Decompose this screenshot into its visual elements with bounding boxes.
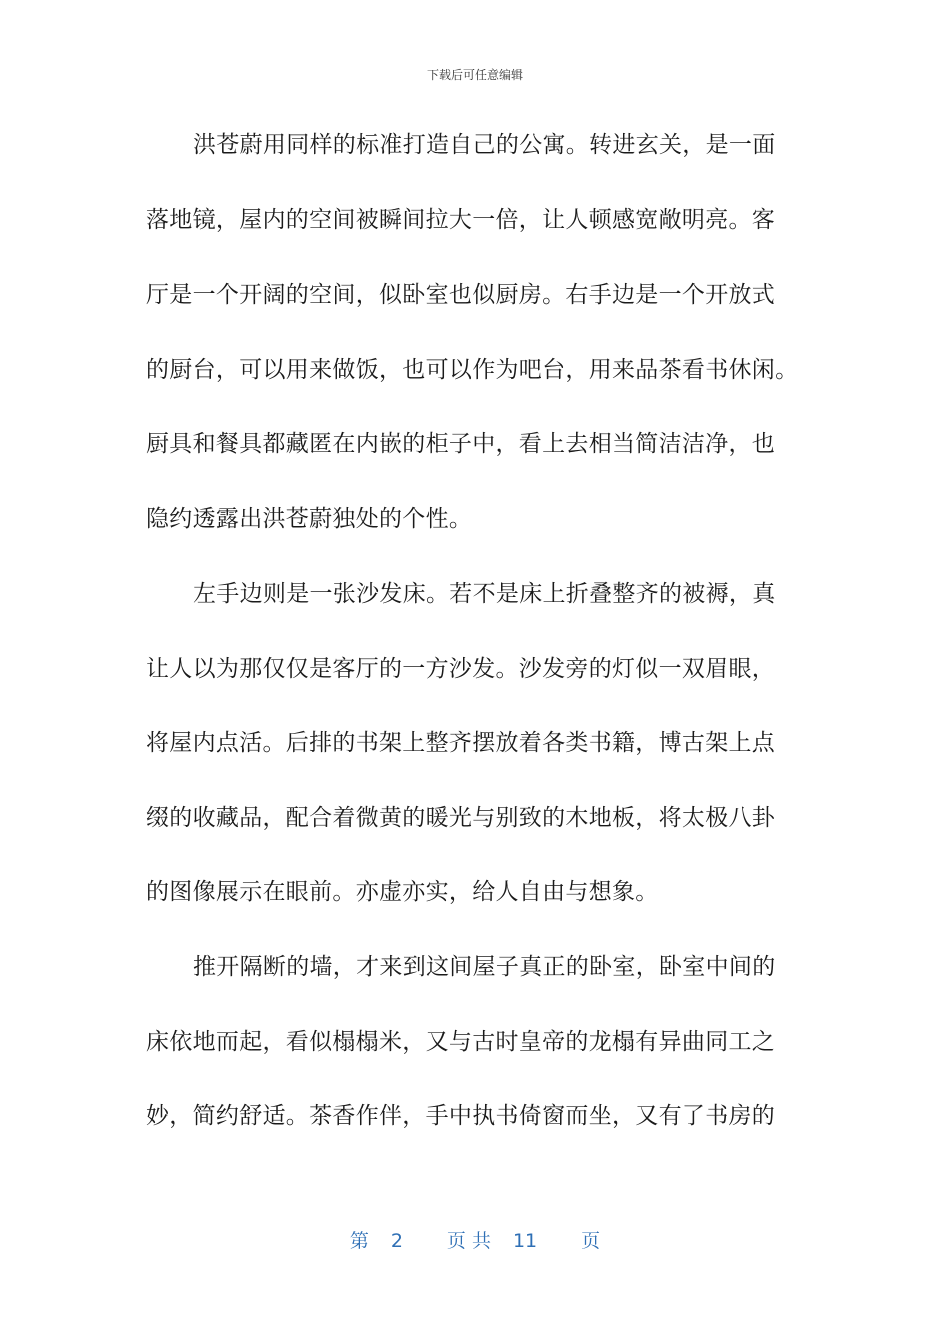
page-label-suffix: 页 xyxy=(581,1230,601,1252)
text-line: 落地镜，屋内的空间被瞬间拉大一倍，让人顿感宽敞明亮。客 xyxy=(146,207,776,233)
page-header: 下载后可任意编辑 xyxy=(426,68,523,82)
text-line: 床依地而起，看似榻榻米，又与古时皇帝的龙榻有异曲同工之 xyxy=(146,1029,776,1055)
text-line: 厨具和餐具都藏匿在内嵌的柜子中，看上去相当简洁洁净，也 xyxy=(146,431,776,457)
text-line: 厅是一个开阔的空间，似卧室也似厨房。右手边是一个开放式 xyxy=(146,282,776,308)
page-footer xyxy=(0,1226,950,1253)
page-label-middle: 页 共 xyxy=(446,1230,491,1252)
text-line: 隐约透露出洪苍蔚独处的个性。 xyxy=(146,506,473,532)
total-pages-number: 11 xyxy=(512,1230,538,1252)
text-line: 推开隔断的墙，才来到这间屋子真正的卧室，卧室中间的 xyxy=(193,954,776,980)
text-line: 左手边则是一张沙发床。若不是床上折叠整齐的被褥，真 xyxy=(193,581,776,607)
text-line: 的厨台，可以用来做饭，也可以作为吧台，用来品茶看书休闲。 xyxy=(146,357,799,383)
text-line: 的图像展示在眼前。亦虚亦实，给人自由与想象。 xyxy=(146,879,659,905)
text-line: 将屋内点活。后排的书架上整齐摆放着各类书籍，博古架上点 xyxy=(146,730,776,756)
text-line: 让人以为那仅仅是客厅的一方沙发。沙发旁的灯似一双眉眼， xyxy=(146,656,776,682)
page-label-prefix: 第 xyxy=(349,1230,369,1252)
current-page-number: 2 xyxy=(390,1230,403,1252)
text-line: 妙，简约舒适。茶香作伴，手中执书倚窗而坐，又有了书房的 xyxy=(146,1103,776,1129)
text-line: 缀的收藏品，配合着微黄的暖光与别致的木地板，将太极八卦 xyxy=(146,805,776,831)
text-line: 洪苍蔚用同样的标准打造自己的公寓。转进玄关，是一面 xyxy=(193,132,776,158)
